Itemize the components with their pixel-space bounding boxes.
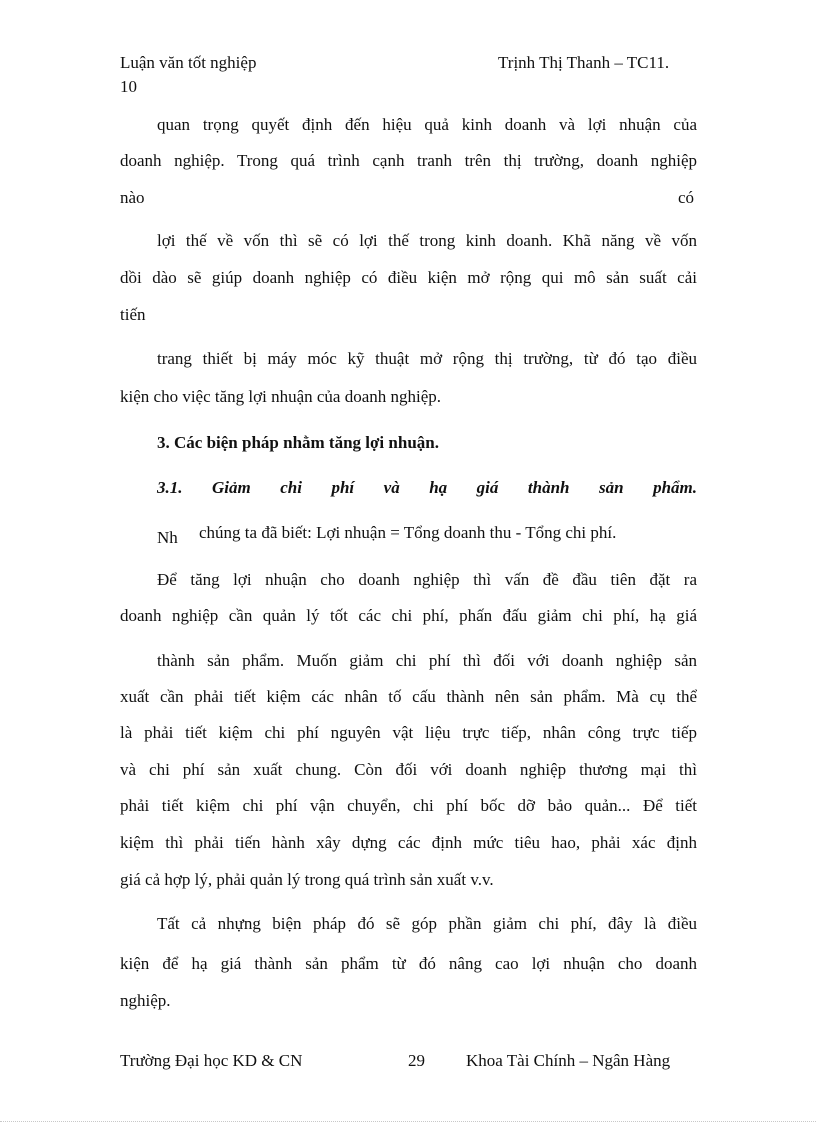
body-line: doanh nghiệp cần quản lý tốt các chi phí, phấn đấu giảm chi phí, hạ giá bbox=[120, 606, 697, 625]
body-line: Tất cả nhựng biện pháp đó sẽ góp phần giảm chi phí, đây là điều bbox=[157, 914, 697, 933]
body-line: kiệm thì phải tiến hành xây dựng các định mức tiêu hao, phải xác định bbox=[120, 833, 697, 852]
section-heading: 3. Các biện pháp nhằm tăng lợi nhuận. bbox=[157, 433, 439, 452]
formula-text: chúng ta đã biết: Lợi nhuận = Tổng doanh thu - Tổng chi phí. bbox=[199, 523, 617, 542]
body-line: Để tăng lợi nhuận cho doanh nghiệp thì vấn đề đầu tiên đặt ra bbox=[157, 570, 697, 589]
footer-left: Trường Đại học KD & CN bbox=[120, 1051, 303, 1070]
body-line: phải tiết kiệm chi phí vận chuyển, chi phí bốc dỡ bảo quản... Để tiết bbox=[120, 796, 697, 815]
formula-prefix: Nh bbox=[157, 528, 178, 547]
body-line: kiện cho việc tăng lợi nhuận của doanh nghiệp. bbox=[120, 387, 442, 406]
body-line: nghiệp. bbox=[120, 991, 171, 1010]
header-right: Trịnh Thị Thanh – TC11. bbox=[498, 53, 670, 72]
body-line: và chi phí sản xuất chung. Còn đối với doanh nghiệp thương mại thì bbox=[120, 760, 697, 779]
body-line: xuất cần phải tiết kiệm các nhân tố cấu thành nên sản phẩm. Mà cụ thể bbox=[120, 687, 697, 706]
header-left: Luận văn tốt nghiệp bbox=[120, 53, 257, 72]
body-line: trang thiết bị máy móc kỹ thuật mở rộng thị trường, từ đó tạo điều bbox=[157, 349, 697, 368]
footer-right: Khoa Tài Chính – Ngân Hàng bbox=[466, 1051, 671, 1070]
body-line-left: nào bbox=[120, 188, 145, 207]
subsection-heading: 3.1. Giảm chi phí và hạ giá thành sản phẩm. bbox=[157, 478, 697, 497]
body-line: lợi thế về vốn thì sẽ có lợi thế trong kinh doanh. Khã năng về vốn bbox=[157, 231, 697, 250]
header-continuation: 10 bbox=[120, 77, 137, 96]
body-line: kiện để hạ giá thành sản phẩm từ đó nâng cao lợi nhuận cho doanh bbox=[120, 954, 697, 973]
body-line: tiến bbox=[120, 305, 146, 324]
body-line: thành sản phẩm. Muốn giảm chi phí thì đối với doanh nghiệp sản bbox=[157, 651, 697, 670]
body-line: giá cả hợp lý, phải quản lý trong quá trình sản xuất v.v. bbox=[120, 870, 494, 889]
page-number: 29 bbox=[408, 1051, 425, 1070]
body-line-right: có bbox=[678, 188, 695, 207]
body-line: quan trọng quyết định đến hiệu quả kinh doanh và lợi nhuận của bbox=[157, 115, 697, 134]
body-line: doanh nghiệp. Trong quá trình cạnh tranh trên thị trường, doanh nghiệp bbox=[120, 151, 697, 170]
page-edge-divider bbox=[0, 1121, 816, 1122]
body-line: là phải tiết kiệm chi phí nguyên vật liệu trực tiếp, nhân công trực tiếp bbox=[120, 723, 697, 742]
body-line: dồi dào sẽ giúp doanh nghiệp có điều kiện mở rộng qui mô sản suất cải bbox=[120, 268, 697, 287]
